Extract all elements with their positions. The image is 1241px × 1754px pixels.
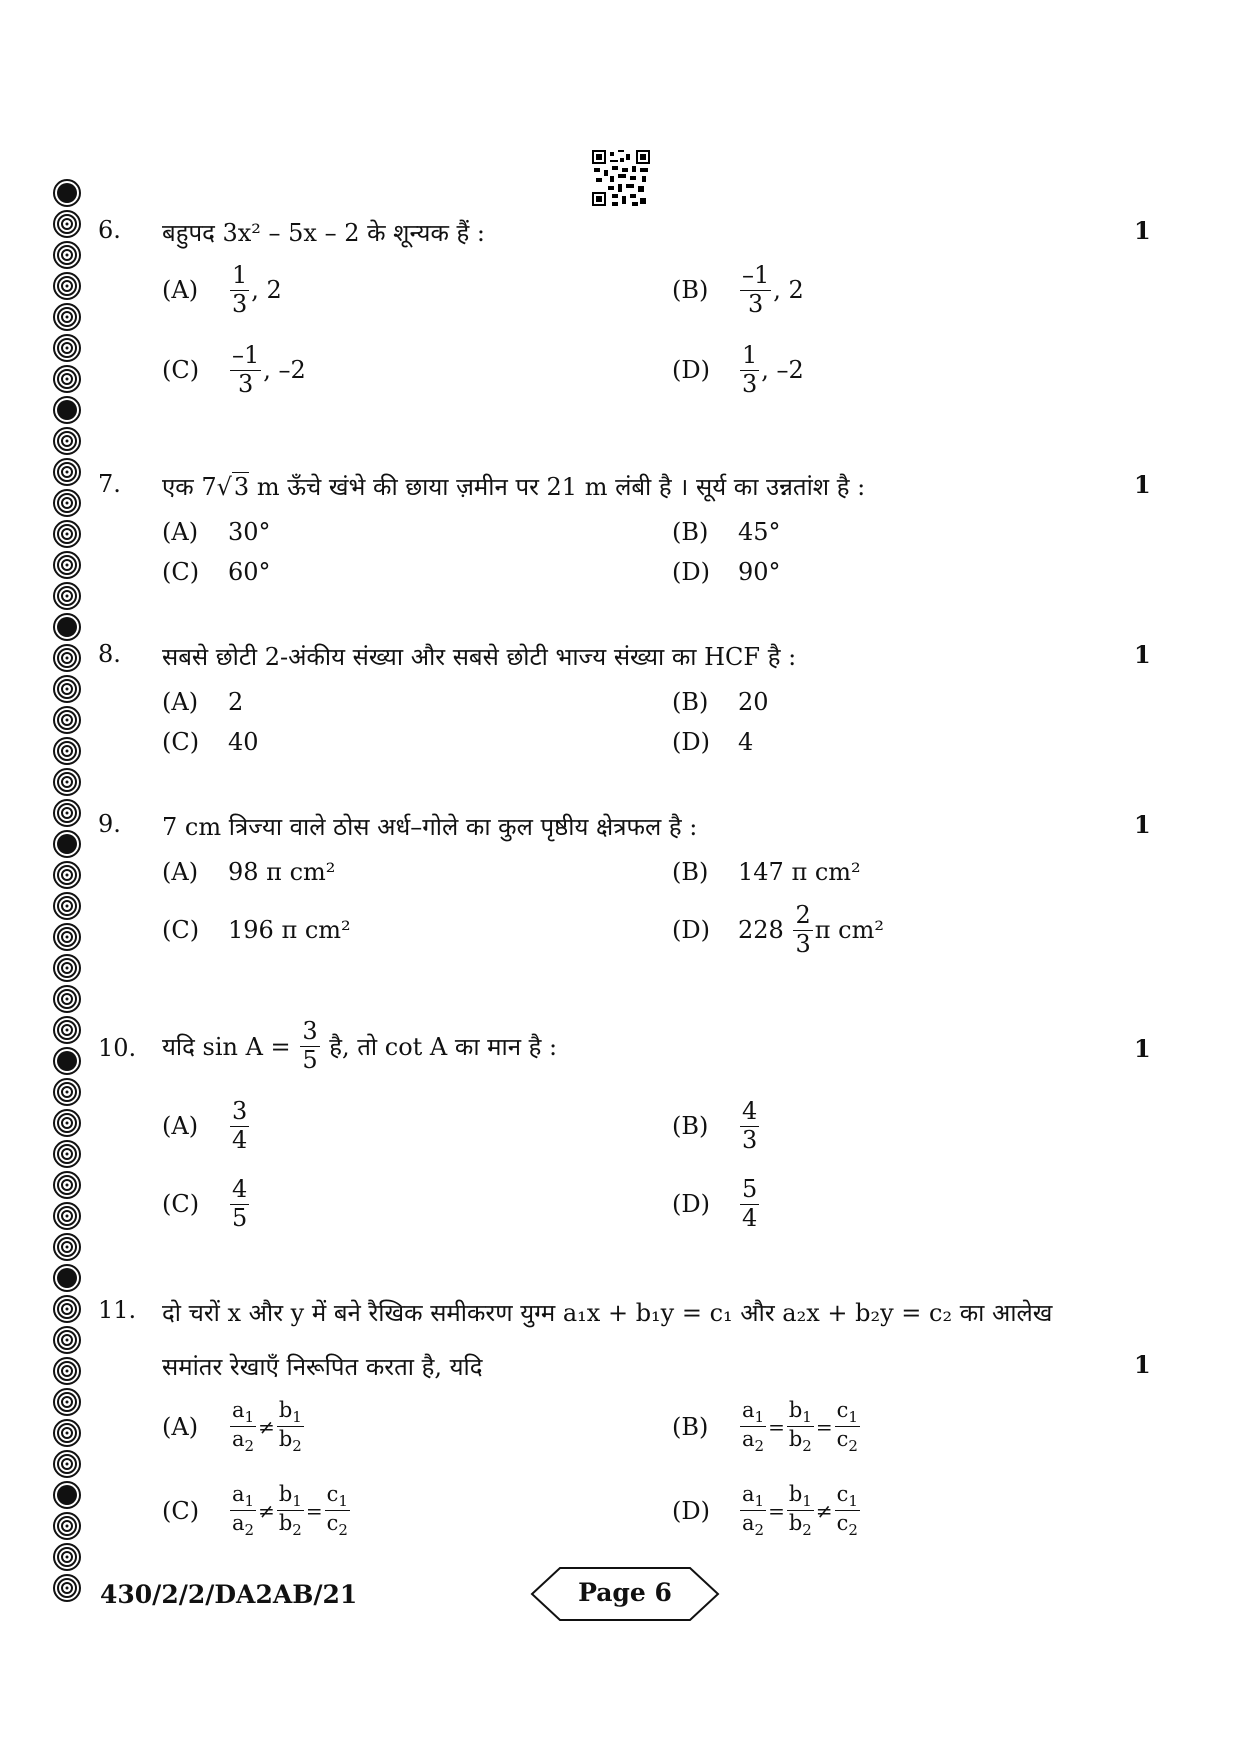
concentric-ring-icon [52, 860, 84, 892]
filled-circle-icon [52, 1046, 84, 1078]
concentric-ring-icon [52, 736, 84, 768]
question-number: 8. [98, 640, 121, 668]
question-marks: 1 [1134, 216, 1151, 245]
filled-circle-icon [52, 1480, 84, 1512]
concentric-ring-icon [52, 1542, 84, 1574]
question-number: 7. [98, 470, 121, 498]
ratio-fraction: $\frac{b_1}{b_2}$ [788, 1398, 812, 1456]
concentric-ring-icon [52, 457, 84, 489]
question-text: बहुपद 3x² – 5x – 2 के शून्यक हैं : [162, 219, 485, 247]
concentric-ring-icon [52, 209, 84, 241]
ratio-fraction: $\frac{a_1}{a_2}$ [742, 1398, 765, 1456]
ratio-operator: ≠ [258, 1414, 275, 1439]
ratio-fraction: $\frac{b_1}{b_2}$ [278, 1398, 302, 1456]
ratio-fraction: $\frac{b_1}{b_2}$ [788, 1482, 812, 1540]
option-c[interactable]: (C) 60° [162, 558, 271, 586]
concentric-ring-icon [52, 705, 84, 737]
concentric-ring-icon [52, 1418, 84, 1450]
option-a[interactable]: (A) 30° [162, 518, 271, 546]
question-marks: 1 [1134, 810, 1151, 839]
concentric-ring-icon [52, 1077, 84, 1109]
option-b[interactable]: (B) $\frac{4}{3}$ [672, 1097, 758, 1154]
concentric-ring-icon [52, 1511, 84, 1543]
ratio-fraction: $\frac{c_1}{c_2}$ [836, 1482, 858, 1540]
fraction: $\frac{-1}{3}$ [742, 261, 770, 318]
ratio-expression [738, 1398, 862, 1456]
concentric-ring-icon [52, 333, 84, 365]
filled-circle-icon [52, 1263, 84, 1295]
concentric-ring-icon [52, 1201, 84, 1233]
concentric-ring-icon [52, 922, 84, 954]
ratio-operator: = [305, 1498, 323, 1523]
ratio-expression [228, 1482, 352, 1540]
question-text-line2: समांतर रेखाएँ निरूपित करता है, यदि [162, 1353, 483, 1381]
concentric-ring-icon [52, 1232, 84, 1264]
option-d[interactable]: (D) $\frac{a_1}{a_2}$ = $\frac{b_1}{b_2}$ ≠ $\frac{c_1}{c_2}$ [672, 1482, 862, 1540]
ratio-operator: = [768, 1414, 785, 1439]
ratio-operator: ≠ [258, 1498, 275, 1523]
concentric-ring-icon [52, 581, 84, 613]
question-number: 9. [98, 810, 121, 838]
question-marks: 1 [1134, 1350, 1151, 1379]
option-b[interactable]: (B) $\frac{-1}{3}$ , 2 [672, 261, 804, 318]
ratio-fraction: $\frac{c_1}{c_2}$ [836, 1398, 858, 1456]
concentric-ring-icon [52, 1449, 84, 1481]
option-c[interactable]: (C) $\frac{a_1}{a_2}$ ≠ $\frac{b_1}{b_2}$ = $\frac{c_1}{c_2}$ [162, 1482, 352, 1540]
option-b[interactable]: (B) 45° [672, 518, 781, 546]
ratio-fraction: $\frac{a_1}{a_2}$ [232, 1398, 255, 1456]
page-number-box [530, 1566, 720, 1622]
paper-code: 430/2/2/DA2AB/21 [100, 1580, 358, 1609]
option-b[interactable]: (B) $\frac{a_1}{a_2}$ = $\frac{b_1}{b_2}$ = $\frac{c_1}{c_2}$ [672, 1398, 862, 1456]
option-d[interactable]: (D) 90° [672, 558, 781, 586]
question-text: यदि sin A = $\frac{3}{5}$ है, तो cot A का मान है : [162, 1017, 558, 1074]
filled-circle-icon [52, 395, 84, 427]
concentric-ring-icon [52, 1356, 84, 1388]
fraction: $\frac{2}{3}$ [795, 901, 811, 958]
qr-code-icon [592, 150, 650, 206]
concentric-ring-icon [52, 953, 84, 985]
fraction: $\frac{-1}{3}$ [232, 341, 260, 398]
concentric-ring-icon [52, 271, 84, 303]
concentric-ring-icon [52, 240, 84, 272]
question-text-line1: दो चरों x और y में बने रैखिक समीकरण युग्म a₁x + b₁y = c₁ और a₂x + b₂y = c₂ का आलेख [162, 1299, 1053, 1327]
option-b[interactable]: (B) 147 π cm² [672, 858, 861, 886]
concentric-ring-icon [52, 767, 84, 799]
question-number: 6. [98, 216, 121, 244]
option-a[interactable]: (A) $\frac{a_1}{a_2}$ ≠ $\frac{b_1}{b_2}$ [162, 1398, 306, 1456]
concentric-ring-icon [52, 1015, 84, 1047]
question-text: सबसे छोटी 2-अंकीय संख्या और सबसे छोटी भाज्य संख्या का HCF है : [162, 643, 797, 671]
option-a[interactable]: (A) $\frac{1}{3}$ , 2 [162, 261, 282, 318]
ratio-fraction: $\frac{b_1}{b_2}$ [278, 1482, 302, 1540]
concentric-ring-icon [52, 1325, 84, 1357]
fraction: $\frac{1}{3}$ [232, 261, 248, 318]
concentric-ring-icon [52, 364, 84, 396]
option-b[interactable]: (B) 20 [672, 688, 769, 716]
concentric-ring-icon [52, 1170, 84, 1202]
fraction: $\frac{1}{3}$ [742, 341, 758, 398]
ratio-expression [738, 1482, 862, 1540]
page-number: Page 6 [578, 1578, 672, 1607]
concentric-ring-icon [52, 550, 84, 582]
option-c[interactable]: (C) 40 [162, 728, 259, 756]
question-number: 11. [98, 1296, 137, 1324]
ratio-fraction: $\frac{a_1}{a_2}$ [742, 1482, 765, 1540]
concentric-ring-icon [52, 488, 84, 520]
concentric-ring-icon [52, 674, 84, 706]
filled-circle-icon [52, 829, 84, 861]
concentric-ring-icon [52, 302, 84, 334]
option-a[interactable]: (A) 98 π cm² [162, 858, 336, 886]
option-c[interactable]: (C) $\frac{-1}{3}$ , –2 [162, 341, 306, 398]
concentric-ring-icon [52, 643, 84, 675]
option-c[interactable]: (C) 196 π cm² [162, 916, 351, 944]
concentric-ring-icon [52, 1294, 84, 1326]
question-marks: 1 [1134, 640, 1151, 669]
ratio-operator: ≠ [815, 1498, 833, 1523]
concentric-ring-icon [52, 1108, 84, 1140]
concentric-ring-icon [52, 1573, 84, 1605]
concentric-ring-icon [52, 1139, 84, 1171]
ratio-fraction: $\frac{c_1}{c_2}$ [326, 1482, 348, 1540]
option-d[interactable]: (D) $\frac{5}{4}$ [672, 1175, 758, 1232]
ratio-operator: = [815, 1414, 833, 1439]
ratio-fraction: $\frac{a_1}{a_2}$ [232, 1482, 255, 1540]
filled-circle-icon [52, 178, 84, 210]
ratio-operator: = [768, 1498, 785, 1523]
margin-ring-strip [52, 178, 90, 1604]
option-c[interactable]: (C) $\frac{4}{5}$ [162, 1175, 248, 1232]
fraction: $\frac{3}{5}$ [302, 1017, 318, 1074]
concentric-ring-icon [52, 519, 84, 551]
option-a[interactable]: (A) 2 [162, 688, 244, 716]
question-text: 7 cm त्रिज्या वाले ठोस अर्ध–गोले का कुल पृष्ठीय क्षेत्रफल है : [162, 813, 698, 841]
option-d[interactable]: (D) $\frac{1}{3}$ , –2 [672, 341, 804, 398]
concentric-ring-icon [52, 1387, 84, 1419]
option-a[interactable]: (A) $\frac{3}{4}$ [162, 1097, 248, 1154]
option-d[interactable]: (D) 4 [672, 728, 754, 756]
question-marks: 1 [1134, 470, 1151, 499]
option-d[interactable]: (D) 228 $\frac{2}{3}$ π cm² [672, 901, 884, 958]
question-marks: 1 [1134, 1034, 1151, 1063]
concentric-ring-icon [52, 891, 84, 923]
filled-circle-icon [52, 612, 84, 644]
concentric-ring-icon [52, 426, 84, 458]
concentric-ring-icon [52, 798, 84, 830]
question-text: एक 7√3 m ऊँचे खंभे की छाया ज़मीन पर 21 m लंबी है । सूर्य का उन्नतांश है : [162, 473, 866, 501]
concentric-ring-icon [52, 984, 84, 1016]
ratio-expression [228, 1398, 306, 1456]
question-number: 10. [98, 1034, 137, 1062]
